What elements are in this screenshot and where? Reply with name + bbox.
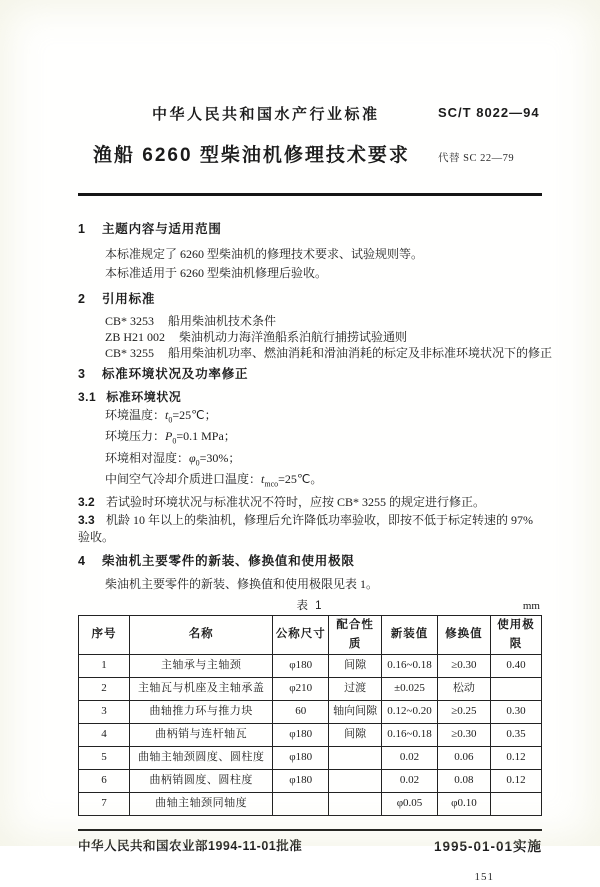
table-cell xyxy=(329,769,382,792)
table-cell: 曲轴主轴颈圆度、圆柱度 xyxy=(129,746,273,769)
clause-text: 机龄 10 年以上的柴油机，修理后允许降低功率验收，即按不低于标定转速的 97%验收。 xyxy=(78,512,533,544)
table-cell xyxy=(329,746,382,769)
table-row xyxy=(79,769,542,792)
table-cell: 4 xyxy=(79,723,130,746)
table-cell xyxy=(273,792,329,815)
reference-item xyxy=(105,313,542,329)
table-cell: 0.02 xyxy=(382,746,438,769)
table-intro-paragraph: 柴油机主要零件的新装、修换值和使用极限见表 1。 xyxy=(105,576,379,591)
env-value: =30%； xyxy=(199,450,241,465)
table-cell: 0.12 xyxy=(491,746,542,769)
table-cell: φ210 xyxy=(273,677,329,700)
reference-title: 柴油机动力海洋渔船系泊航行捕捞试验通则 xyxy=(179,330,408,344)
env-subscript: 0 xyxy=(168,415,173,425)
table-cell: 2 xyxy=(79,677,130,700)
table-header-cell: 修换值 xyxy=(437,615,490,654)
clause-2-heading xyxy=(78,291,542,308)
table-header-cell: 使用极限 xyxy=(491,615,542,654)
clause-number: 2 xyxy=(78,292,86,306)
table-cell: 过渡 xyxy=(329,677,382,700)
table-cell: 0.08 xyxy=(437,769,490,792)
table-row xyxy=(79,723,542,746)
env-symbol: t xyxy=(261,472,265,487)
env-condition-line xyxy=(105,471,542,492)
env-value: =25℃。 xyxy=(278,472,323,487)
table-cell: 曲柄销圆度、圆柱度 xyxy=(129,769,273,792)
env-subscript: 0 xyxy=(172,436,177,446)
table-cell: 曲轴主轴颈同轴度 xyxy=(129,792,273,815)
clause-title: 标准环境状况及功率修正 xyxy=(102,367,249,381)
clause-4-heading xyxy=(78,553,542,570)
env-condition-line xyxy=(105,428,542,449)
table-cell: φ180 xyxy=(273,769,329,792)
table-cell: ≥0.25 xyxy=(437,700,490,723)
clause-title: 标准环境状况 xyxy=(106,390,182,404)
env-value: =25℃； xyxy=(172,408,217,422)
table-row xyxy=(79,792,542,815)
table-cell: 0.40 xyxy=(491,654,542,677)
table-unit-label: mm xyxy=(522,599,540,612)
table-cell: 0.16~0.18 xyxy=(382,654,438,677)
footer-row xyxy=(78,837,542,856)
spec-table xyxy=(78,615,542,816)
table-cell: φ180 xyxy=(273,654,329,677)
table-cell: 0.02 xyxy=(382,769,438,792)
table-row xyxy=(79,746,542,769)
table-cell: φ0.10 xyxy=(437,792,490,815)
page-number: 151 xyxy=(474,870,494,883)
env-label: 环境压力： xyxy=(105,429,166,444)
env-label: 环境相对湿度： xyxy=(105,450,190,465)
table-cell: 60 xyxy=(273,700,329,723)
table-cell: 主轴瓦与机座及主轴承盖 xyxy=(129,677,273,700)
table-row xyxy=(79,677,542,700)
clause-title: 主题内容与适用范围 xyxy=(102,222,222,236)
table-cell: 曲柄销与连杆轴瓦 xyxy=(129,723,273,746)
table-cell: 5 xyxy=(79,746,130,769)
clause-number: 1 xyxy=(78,222,86,236)
table-cell: 0.12 xyxy=(491,769,542,792)
table-cell: 7 xyxy=(79,792,130,815)
reference-list xyxy=(78,313,553,361)
table-row xyxy=(79,654,542,677)
table-cell: 主轴承与主轴颈 xyxy=(129,654,273,677)
table-header-cell: 新装值 xyxy=(382,615,438,654)
document-title: 渔船 6260 型柴油机修理技术要求 xyxy=(93,145,410,166)
clause-number: 4 xyxy=(78,553,86,568)
clause-number: 3 xyxy=(78,367,86,381)
table-cell: 0.16~0.18 xyxy=(382,723,438,746)
header-rule xyxy=(78,193,542,196)
clause-text: 若试验时环境状况与标准状况不符时，应按 CB* 3255 的规定进行修正。 xyxy=(106,494,486,509)
table-cell: ≥0.30 xyxy=(437,654,490,677)
approval-text: 中华人民共和国农业部1994-11-01批准 xyxy=(78,838,303,853)
table-cell: 间隙 xyxy=(329,723,382,746)
table-cell: φ0.05 xyxy=(382,792,438,815)
reference-title: 船用柴油机技术条件 xyxy=(168,314,277,328)
reference-code: CB* 3253 xyxy=(105,314,155,328)
table-cell: ≥0.30 xyxy=(437,723,490,746)
reference-code: CB* 3255 xyxy=(105,346,155,360)
implementation-text: 1995-01-01实施 xyxy=(433,838,542,854)
table-header-cell: 配合性质 xyxy=(329,615,382,654)
table-cell: 0.35 xyxy=(491,723,542,746)
clause-title: 柴油机主要零件的新装、修换值和使用极限 xyxy=(102,553,355,568)
table-cell xyxy=(491,792,542,815)
table-cell: 0.06 xyxy=(437,746,490,769)
table-header-cell: 公称尺寸 xyxy=(273,615,329,654)
table-cell: 1 xyxy=(79,654,130,677)
table-cell: 3 xyxy=(79,700,130,723)
table-cell: 松动 xyxy=(437,677,490,700)
paragraph: 本标准适用于 6260 型柴油机修理后验收。 xyxy=(105,266,328,280)
paragraph: 本标准规定了 6260 型柴油机的修理技术要求、试验规则等。 xyxy=(105,247,424,261)
env-subscript: 0 xyxy=(195,458,200,468)
replaces-note: 代替 SC 22—79 xyxy=(438,153,515,164)
clause-3-1-heading xyxy=(78,389,542,405)
table-caption-row xyxy=(78,597,542,613)
standard-code: SC/T 8022—94 xyxy=(438,105,540,120)
clause-number: 3.2 xyxy=(78,494,95,509)
env-label: 环境温度： xyxy=(105,408,166,422)
env-symbol: φ xyxy=(189,450,196,465)
table-header-cell: 序号 xyxy=(79,615,130,654)
clause-1-heading xyxy=(78,221,542,238)
reference-item xyxy=(105,345,553,361)
env-value: =0.1 MPa； xyxy=(176,429,236,444)
footer-rule xyxy=(78,829,542,831)
clause-title: 引用标准 xyxy=(102,292,156,306)
table-row xyxy=(79,700,542,723)
clause-number: 3.1 xyxy=(78,390,97,404)
env-symbol: P xyxy=(165,429,173,444)
clause-3-3 xyxy=(78,512,542,546)
env-condition-line xyxy=(105,407,542,428)
reference-title: 船用柴油机功率、燃油消耗和滑油消耗的标定及非标准环境状况下的修正 xyxy=(168,346,553,360)
table-cell: 曲轴推力环与推力块 xyxy=(129,700,273,723)
table-cell: 0.12~0.20 xyxy=(382,700,438,723)
table-cell: φ180 xyxy=(273,723,329,746)
table-caption: 表 1 xyxy=(296,599,324,612)
reference-code: ZB H21 002 xyxy=(105,330,165,344)
reference-item xyxy=(105,329,542,345)
clause-number: 3.3 xyxy=(78,512,95,527)
table-cell: 间隙 xyxy=(329,654,382,677)
environment-conditions xyxy=(78,407,542,493)
table-cell xyxy=(491,677,542,700)
table-cell: 0.30 xyxy=(491,700,542,723)
table-header-row xyxy=(79,615,542,654)
env-condition-line xyxy=(105,450,542,471)
table-cell: ±0.025 xyxy=(382,677,438,700)
clause-3-2 xyxy=(78,494,542,511)
document-body xyxy=(78,208,553,887)
env-symbol: t xyxy=(165,408,169,422)
standard-org-title: 中华人民共和国水产行业标准 xyxy=(152,106,380,123)
table-cell xyxy=(329,792,382,815)
table-cell: 6 xyxy=(79,769,130,792)
clause-3-heading xyxy=(78,366,542,383)
table-cell: φ180 xyxy=(273,746,329,769)
table-header-cell: 名称 xyxy=(129,615,273,654)
table-cell: 轴向间隙 xyxy=(329,700,382,723)
env-subscript: mco xyxy=(264,479,279,489)
env-label: 中间空气冷却介质进口温度： xyxy=(105,472,262,487)
